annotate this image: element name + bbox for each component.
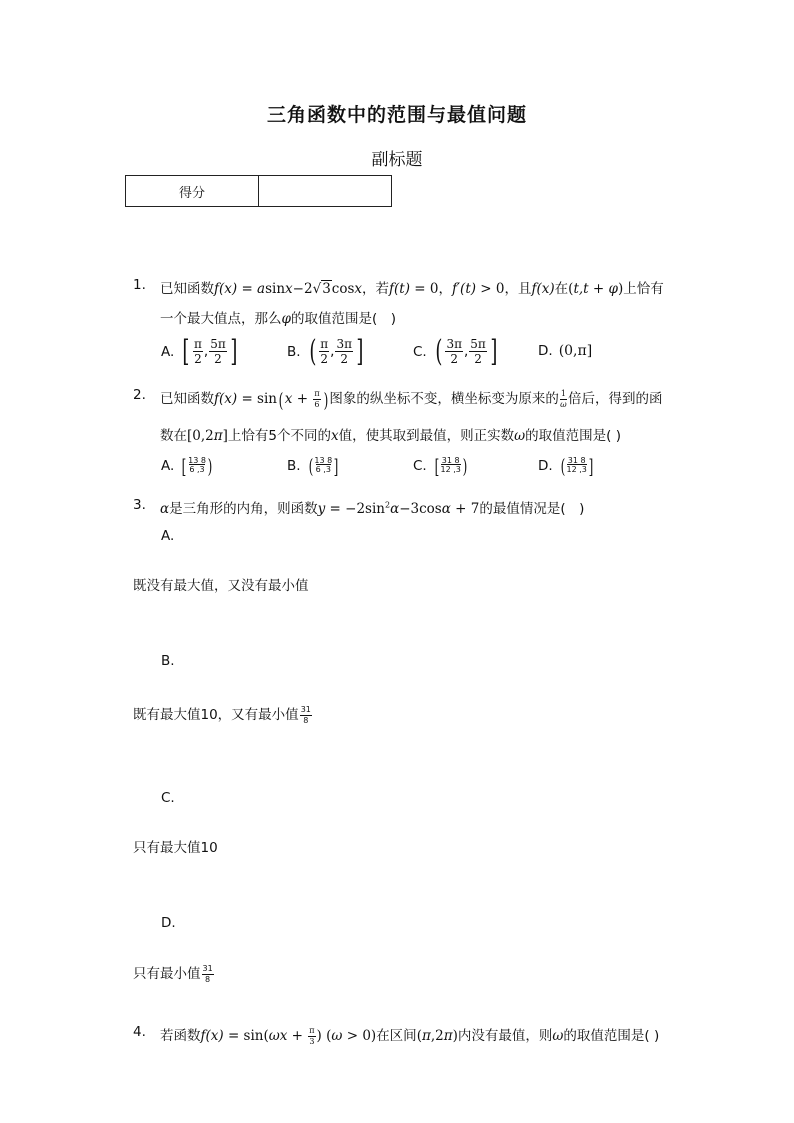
option-a[interactable]: A. [ 13 8 6 ,3 ) — [161, 454, 213, 478]
score-label: 得分 — [126, 176, 259, 207]
formula: f(x) = sin(ωx + $\frac{\pi}{3}$ ) (ω > 0) — [200, 1026, 377, 1046]
question-number: 3. — [133, 497, 146, 513]
option-c[interactable]: C. [ 31 8 12 ,3) — [413, 454, 468, 478]
score-table — [125, 175, 392, 207]
option-d-text: 只有最小值 $\frac{31}{8}$ — [133, 963, 213, 984]
option-d[interactable]: D. (0,π] — [538, 343, 593, 359]
question-4 — [133, 1024, 673, 1048]
option-c-label[interactable]: C. — [161, 790, 175, 806]
option-b[interactable]: B. ( $\frac{\pi}{2}$ , $\frac{3\pi}{2}$ ] — [287, 334, 364, 369]
question-number: 2. — [133, 387, 146, 403]
question-number: 1. — [133, 277, 146, 293]
question-stem: α是三角形的内角，则函数$y = -2\sin^2\alpha-3\cos\alpha + 7$的最值情况是( ) — [160, 500, 585, 517]
option-b[interactable]: B. ( 13 8 6 ,3 ] — [287, 454, 339, 478]
page-subtitle: 副标题 — [371, 150, 423, 170]
formula: (t,t + φ) — [568, 281, 624, 297]
option-d-label[interactable]: D. — [161, 915, 176, 931]
question-number: 4. — [133, 1024, 146, 1040]
option-a-label[interactable]: A. — [161, 528, 175, 544]
option-c-text: 只有最大值10 — [133, 840, 218, 856]
formula: f(x) = sin( x + $\frac{\pi}{6}$ ) — [214, 387, 328, 412]
formula: $y = -2\sin^2\alpha-3\cos\alpha + 7$ — [317, 500, 480, 517]
question-stem: 已知函数f(x) = asinx−2√3cosx，若f(t) = 0，f′(t) > 0，且f(x)在(t,t + φ)上恰有 — [160, 281, 664, 297]
question-2 — [133, 387, 673, 447]
question-3 — [133, 497, 673, 521]
question-stem: 已知函数f(x) = sin( x + $\frac{\pi}{6}$ ) 图象的纵坐标不变，横坐标变为原来的 $\frac{1}{\omega}$ 倍后，得到的函 — [160, 387, 663, 412]
question-stem: 若函数f(x) = sin(ωx + $\frac{\pi}{3}$ ) (ω > 0)在区间(π,2π)内没有最值，则ω的取值范围是( ) — [160, 1026, 660, 1046]
formula: f(x) — [531, 281, 555, 297]
option-c[interactable]: C. ( $\frac{3\pi}{2}$ , $\frac{5\pi}{2}$ ] — [413, 334, 498, 369]
option-b-text: 既有最大值10，又有最小值 $\frac{31}{8}$ — [133, 704, 311, 725]
formula: f(x) = asinx−2√3cosx — [214, 281, 363, 297]
option-a-text: 既没有最大值，又没有最小值 — [133, 578, 309, 594]
option-d[interactable]: D. ( 31 8 12 ,3] — [538, 454, 594, 478]
page-title: 三角函数中的范围与最值问题 — [266, 104, 527, 126]
formula: f(t) = 0 — [389, 281, 439, 297]
formula: f′(t) > 0 — [451, 281, 505, 297]
option-b-label[interactable]: B. — [161, 653, 175, 669]
score-value[interactable] — [259, 176, 392, 207]
question-stem-line2: 数在[0,2π]上恰有5个不同的x值，使其取到最值，则正实数ω的取值范围是( ) — [160, 428, 621, 444]
option-a[interactable]: A. [ $\frac{\pi}{2}$ , $\frac{5\pi}{2}$ ] — [161, 334, 238, 369]
question-stem-line2: 一个最大值点，那么φ的取值范围是( ) — [160, 311, 396, 327]
